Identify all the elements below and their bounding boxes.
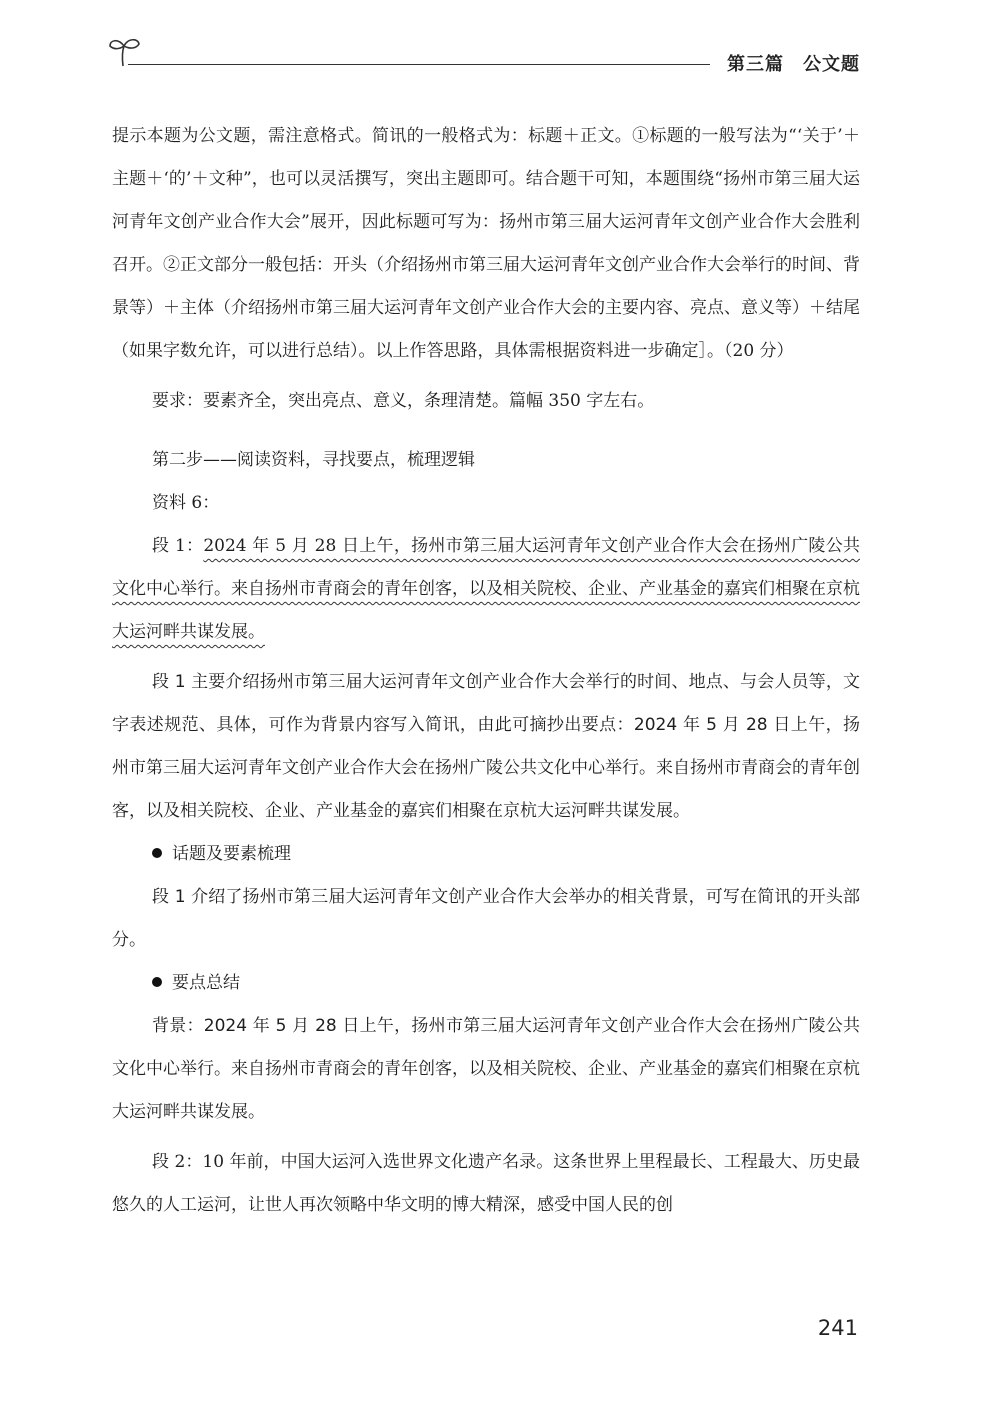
- bullet-icon: [152, 848, 162, 858]
- bullet-icon: [152, 977, 162, 987]
- material-label: 资料 6：: [152, 493, 220, 513]
- step-heading: 第二步——阅读资料，寻找要点，梳理逻辑: [152, 450, 475, 470]
- requirement-paragraph: 要求：要素齐全，突出亮点、意义，条理清楚。篇幅 350 字左右。: [152, 391, 655, 411]
- hint-paragraph: 提示本题为公文题，需注意格式。简讯的一般格式为：标题＋正文。①标题的一般写法为“‘关于’＋主题＋‘的’＋文种”，也可以灵活撰写，突出主题即可。结合题干可知，本题围绕“扬州市第三届大运河青年文创产业合作大会”展开，因此标题可写为：扬州市第三届大运河青年文创产业合作大会胜利召开。②正文部分一般包括：开头（介绍扬州市第三届大运河青年文创产业合作大会举行的时间、背景等）＋主体（介绍扬州市第三届大运河青年文创产业合作大会的主要内容、亮点、意义等）＋结尾（如果字数允许，可以进行总结）。以上作答思路，具体需根据资料进一步确定］。（20 分）: [112, 126, 860, 361]
- sprout-icon: [108, 34, 142, 68]
- topic-heading: 话题及要素梳理: [112, 833, 860, 876]
- page-number: 241: [817, 1316, 858, 1340]
- page-header: [102, 30, 862, 78]
- material-paragraph-2: 段 2：10 年前，中国大运河入选世界文化遗产名录。这条世界上里程最长、工程最大、历史最悠久的人工运河，让世人再次领略中华文明的博大精深，感受中国人民的创: [112, 1152, 860, 1215]
- summary-paragraph: 背景：2024 年 5 月 28 日上午，扬州市第三届大运河青年文创产业合作大会在扬州广陵公共文化中心举行。来自扬州市青商会的青年创客，以及相关院校、企业、产业基金的嘉宾们相聚在京杭大运河畔共谋发展。: [112, 1016, 860, 1122]
- topic-paragraph: 段 1 介绍了扬州市第三届大运河青年文创产业合作大会举办的相关背景，可写在简讯的开头部分。: [112, 887, 860, 950]
- analysis-paragraph: 段 1 主要介绍扬州市第三届大运河青年文创产业合作大会举行的时间、地点、与会人员等，文字表述规范、具体，可作为背景内容写入简讯，由此可摘抄出要点：2024 年 5 月 28 日上午，扬州市第三届大运河青年文创产业合作大会在扬州广陵公共文化中心举行。来自扬州市青商会的青年创客，以及相关院校、企业、产业基金的嘉宾们相聚在京杭大运河畔共谋发展。: [112, 672, 860, 821]
- header-rule: [128, 64, 710, 65]
- paragraph-label: 段 1：: [152, 536, 204, 556]
- highlighted-text: 2024 年 5 月 28 日上午，扬州市第三届大运河青年文创产业合作大会在扬州广陵公共文化中心举行。来自扬州市青商会的青年创客，以及相关院校、企业、产业基金的嘉宾们相聚在京杭大运河畔共谋发展。: [112, 536, 860, 642]
- section-title: 第三篇 公文题: [727, 54, 860, 75]
- page-body: [112, 115, 860, 1227]
- summary-heading: 要点总结: [112, 962, 860, 1005]
- material-paragraph-1: [112, 525, 860, 654]
